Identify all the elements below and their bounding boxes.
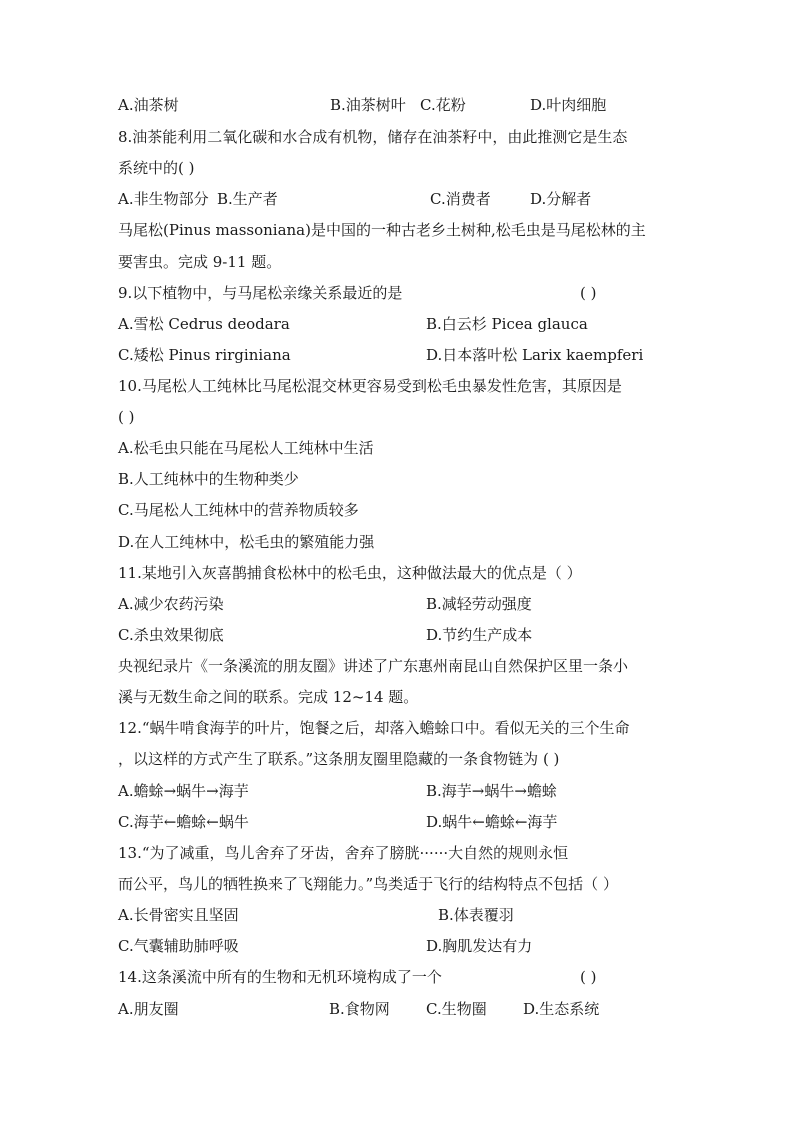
passage2-line2: 溪与无数生命之间的联系。完成 12~14 题。 (118, 688, 419, 706)
q8-option-a: A.非生物部分 (118, 190, 209, 208)
q10-option-c: C.马尾松人工纯林中的营养物质较多 (118, 501, 359, 519)
q12-option-b: B.海芋→蜗牛→蟾蜍 (426, 782, 557, 800)
q14-option-a: A.朋友圈 (118, 1000, 179, 1018)
passage2-line1: 央视纪录片《一条溪流的朋友圈》讲述了广东惠州南昆山自然保护区里一条小 (118, 657, 629, 675)
q7-option-a: A.油茶树 (118, 96, 179, 114)
q14-answer-paren: ( ) (580, 968, 597, 986)
q7-option-c: C.花粉 (420, 96, 466, 114)
q12-stem-line2: ，以这样的方式产生了联系。”这条朋友圈里隐藏的一条食物链为 ( ) (118, 750, 560, 768)
q10-option-a: A.松毛虫只能在马尾松人工纯林中生活 (118, 439, 374, 457)
q10-stem-line2: ( ) (118, 408, 135, 426)
q11-option-b: B.减轻劳动强度 (426, 595, 532, 613)
passage1-line1: 马尾松(Pinus massoniana)是中国的一种古老乡土树种,松毛虫是马尾松林的主 (118, 221, 646, 239)
q13-option-b: B.体表覆羽 (438, 906, 514, 924)
q8-stem-line2: 系统中的( ) (118, 159, 195, 177)
q9-option-a: A.雪松 Cedrus deodara (118, 315, 290, 333)
q8-option-b: B.生产者 (217, 190, 278, 208)
q10-option-b: B.人工纯林中的生物种类少 (118, 470, 299, 488)
q13-option-a: A.长骨密实且坚固 (118, 906, 239, 924)
q10-option-d: D.在人工纯林中，松毛虫的繁殖能力强 (118, 533, 375, 551)
q9-option-b: B.白云杉 Picea glauca (426, 315, 588, 333)
q10-stem-line1: 10.马尾松人工纯林比马尾松混交林更容易受到松毛虫暴发性危害，其原因是 (118, 377, 622, 395)
q7-option-d: D.叶肉细胞 (530, 96, 607, 114)
passage1-line2: 要害虫。完成 9-11 题。 (118, 253, 282, 271)
q9-stem: 9.以下植物中，与马尾松亲缘关系最近的是 (118, 284, 403, 302)
q8-option-c: C.消费者 (430, 190, 491, 208)
q13-option-d: D.胸肌发达有力 (426, 937, 533, 955)
q11-stem: 11.某地引入灰喜鹊捕食松林中的松毛虫，这种做法最大的优点是（ ） (118, 564, 582, 582)
q12-option-c: C.海芋←蟾蜍←蜗牛 (118, 813, 249, 831)
q8-stem-line1: 8.油茶能利用二氧化碳和水合成有机物，储存在油茶籽中，由此推测它是生态 (118, 128, 628, 146)
q9-answer-paren: ( ) (580, 284, 597, 302)
q11-option-d: D.节约生产成本 (426, 626, 533, 644)
q13-stem-line2: 而公平，鸟儿的牺牲换来了飞翔能力。”鸟类适于飞行的结构特点不包括（ ） (118, 875, 618, 893)
q14-option-d: D.生态系统 (523, 1000, 600, 1018)
q11-option-c: C.杀虫效果彻底 (118, 626, 224, 644)
q11-option-a: A.减少农药污染 (118, 595, 224, 613)
q14-stem: 14.这条溪流中所有的生物和无机环境构成了一个 (118, 968, 442, 986)
q13-option-c: C.气囊辅助肺呼吸 (118, 937, 239, 955)
q12-option-d: D.蜗牛←蟾蜍←海芋 (426, 813, 558, 831)
q13-stem-line1: 13.“为了减重，鸟儿舍弃了牙齿，舍弃了膀胱······大自然的规则永恒 (118, 844, 569, 862)
q14-option-c: C.生物圈 (426, 1000, 487, 1018)
q12-option-a: A.蟾蜍→蜗牛→海芋 (118, 782, 249, 800)
q14-option-b: B.食物网 (329, 1000, 390, 1018)
q12-stem-line1: 12.“蜗牛啃食海芋的叶片，饱餐之后，却落入蟾蜍口中。看似无关的三个生命 (118, 719, 630, 737)
q8-option-d: D.分解者 (530, 190, 592, 208)
q9-option-c: C.矮松 Pinus rirginiana (118, 346, 291, 364)
q9-option-d: D.日本落叶松 Larix kaempferi (426, 346, 644, 364)
q7-option-b: B.油茶树叶 (330, 96, 406, 114)
